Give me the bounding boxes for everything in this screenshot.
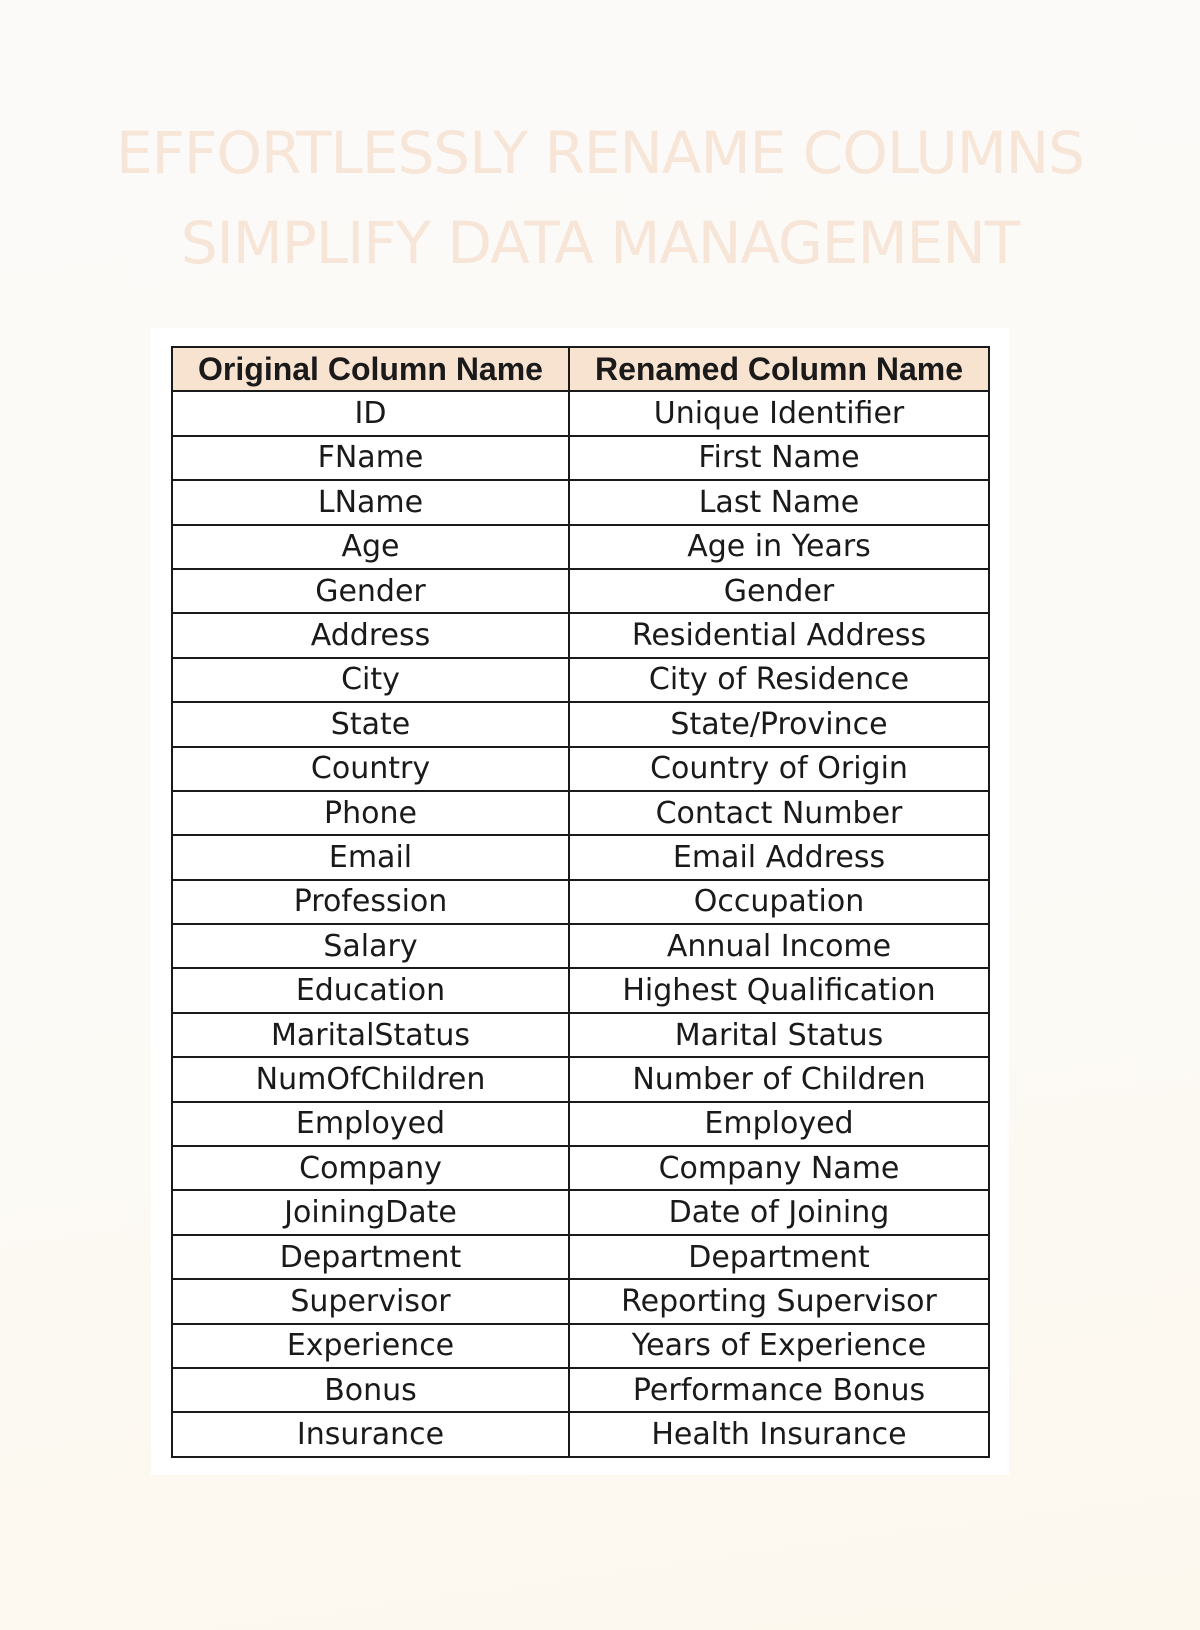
table-row — [172, 1190, 989, 1234]
original-name-cell: State — [172, 702, 569, 746]
original-name-cell: Education — [172, 968, 569, 1012]
renamed-name-cell: Date of Joining — [569, 1190, 989, 1234]
table-row — [172, 391, 989, 435]
table-row — [172, 924, 989, 968]
original-name-cell: MaritalStatus — [172, 1013, 569, 1057]
original-name-cell: Country — [172, 747, 569, 791]
original-name-cell: Supervisor — [172, 1279, 569, 1323]
title-line-2: SIMPLIFY DATA MANAGEMENT — [180, 209, 1020, 277]
renamed-name-cell: Age in Years — [569, 525, 989, 569]
renamed-name-cell: City of Residence — [569, 658, 989, 702]
renamed-name-cell: Unique Identifier — [569, 391, 989, 435]
table-row — [172, 480, 989, 524]
original-name-cell: Insurance — [172, 1412, 569, 1456]
renamed-name-cell: Last Name — [569, 480, 989, 524]
original-name-cell: Salary — [172, 924, 569, 968]
renamed-name-cell: Marital Status — [569, 1013, 989, 1057]
renamed-name-cell: First Name — [569, 436, 989, 480]
renamed-name-cell: Occupation — [569, 880, 989, 924]
renamed-name-cell: Performance Bonus — [569, 1368, 989, 1412]
original-name-cell: Experience — [172, 1324, 569, 1368]
table-row — [172, 1279, 989, 1323]
table-row — [172, 1102, 989, 1146]
table-row — [172, 1235, 989, 1279]
table-row — [172, 1013, 989, 1057]
renamed-name-cell: Number of Children — [569, 1057, 989, 1101]
renamed-name-cell: Highest Qualification — [569, 968, 989, 1012]
original-name-cell: NumOfChildren — [172, 1057, 569, 1101]
renamed-name-cell: Country of Origin — [569, 747, 989, 791]
renamed-name-cell: Years of Experience — [569, 1324, 989, 1368]
renamed-name-cell: Reporting Supervisor — [569, 1279, 989, 1323]
table-row — [172, 791, 989, 835]
table-row — [172, 658, 989, 702]
original-name-cell: Age — [172, 525, 569, 569]
renamed-name-cell: Employed — [569, 1102, 989, 1146]
table-row — [172, 1146, 989, 1190]
renamed-name-cell: State/Province — [569, 702, 989, 746]
original-name-cell: Email — [172, 835, 569, 879]
table-row — [172, 1412, 989, 1456]
table-row — [172, 968, 989, 1012]
table-row — [172, 436, 989, 480]
table-row — [172, 747, 989, 791]
table-row — [172, 880, 989, 924]
table-row — [172, 1324, 989, 1368]
renamed-name-cell: Department — [569, 1235, 989, 1279]
renamed-name-cell: Residential Address — [569, 613, 989, 657]
original-name-cell: Gender — [172, 569, 569, 613]
table-header-row — [172, 347, 989, 391]
original-name-cell: ID — [172, 391, 569, 435]
table-card — [151, 328, 1009, 1475]
original-name-cell: Bonus — [172, 1368, 569, 1412]
original-name-cell: LName — [172, 480, 569, 524]
table-row — [172, 525, 989, 569]
title-line-1: EFFORTLESSLY RENAME COLUMNS — [115, 119, 1084, 187]
renamed-name-cell: Email Address — [569, 835, 989, 879]
renamed-name-cell: Gender — [569, 569, 989, 613]
renamed-name-cell: Company Name — [569, 1146, 989, 1190]
original-name-cell: Profession — [172, 880, 569, 924]
column-rename-table — [171, 346, 990, 1458]
original-name-cell: Company — [172, 1146, 569, 1190]
page-title — [0, 108, 1200, 288]
original-name-cell: Phone — [172, 791, 569, 835]
original-name-cell: Department — [172, 1235, 569, 1279]
original-name-cell: City — [172, 658, 569, 702]
table-row — [172, 613, 989, 657]
original-name-cell: JoiningDate — [172, 1190, 569, 1234]
table-row — [172, 702, 989, 746]
renamed-name-cell: Annual Income — [569, 924, 989, 968]
table-row — [172, 1368, 989, 1412]
original-name-cell: Address — [172, 613, 569, 657]
renamed-name-cell: Health Insurance — [569, 1412, 989, 1456]
renamed-name-cell: Contact Number — [569, 791, 989, 835]
table-row — [172, 569, 989, 613]
original-name-cell: Employed — [172, 1102, 569, 1146]
original-name-cell: FName — [172, 436, 569, 480]
header-original-column: Original Column Name — [172, 347, 569, 391]
table-row — [172, 1057, 989, 1101]
table-row — [172, 835, 989, 879]
header-renamed-column: Renamed Column Name — [569, 347, 989, 391]
